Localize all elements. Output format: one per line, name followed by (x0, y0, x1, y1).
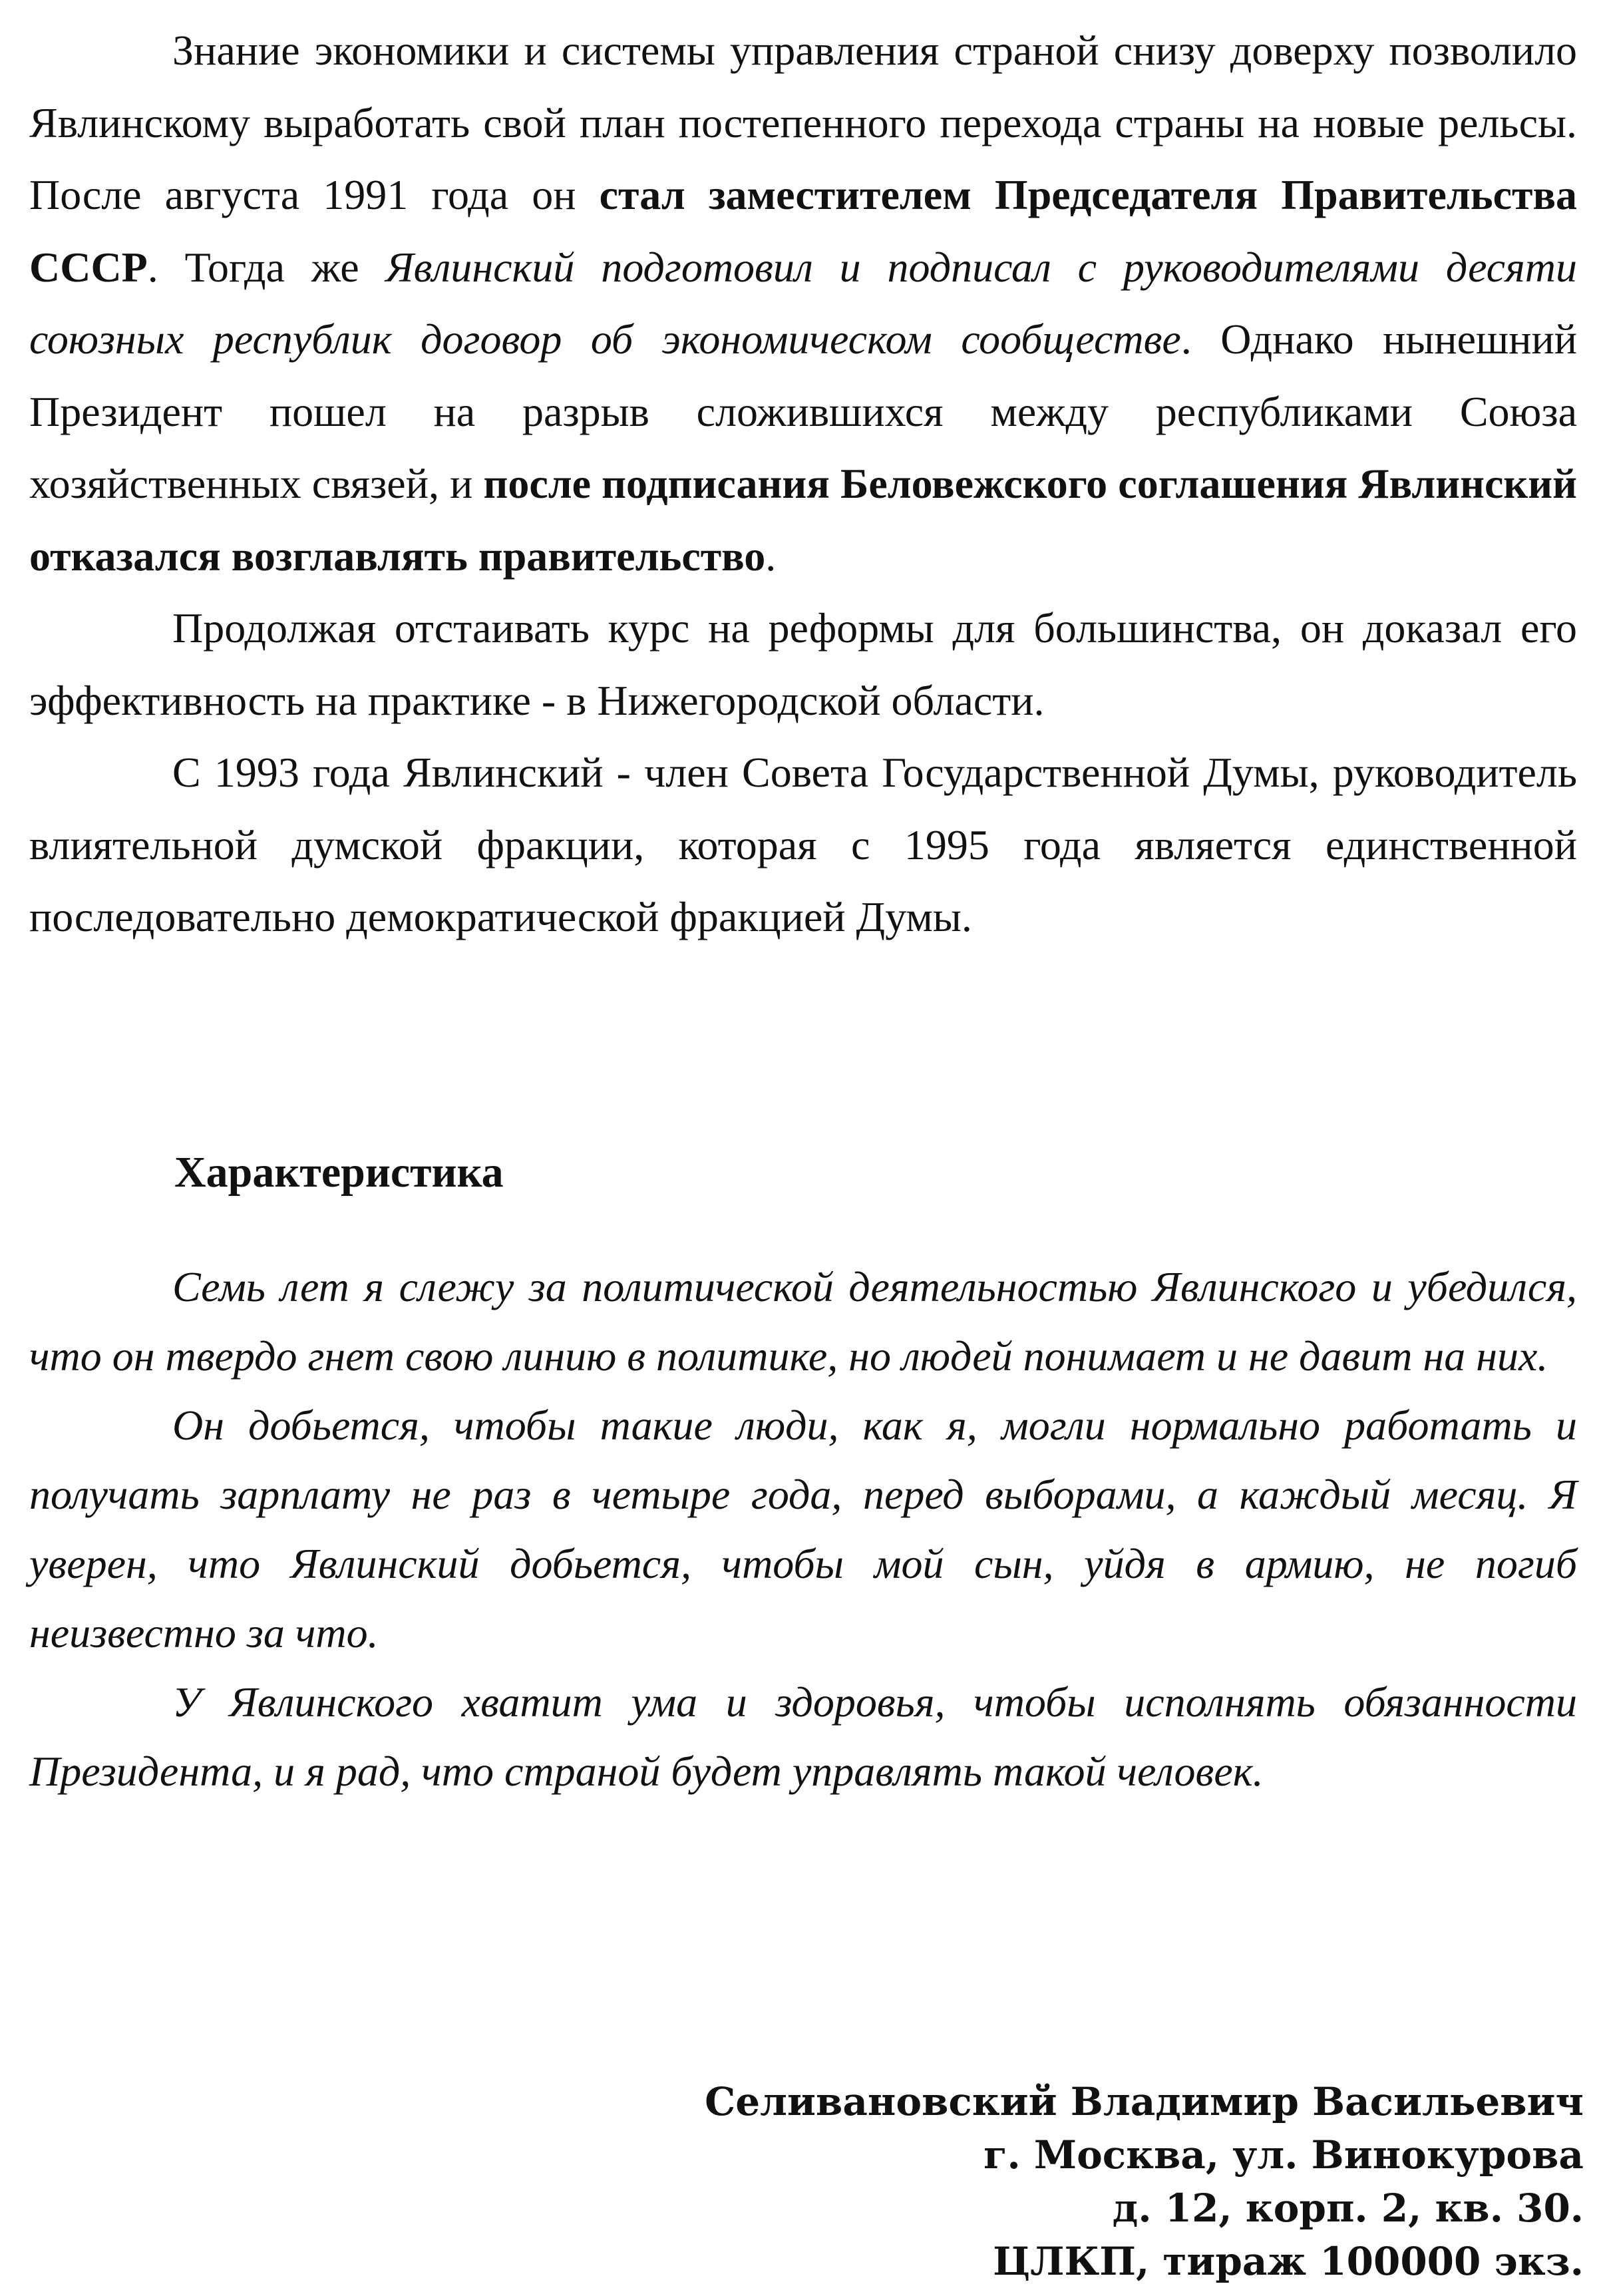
testimonial-paragraph-2: Он добьется, чтобы такие люди, как я, могли нормально работать и получать зарплату не раз в четыре года, перед выборами, а каждый месяц. Я уверен, что Явлинский добьется, чтобы мой сын, уйдя в армию, не погиб неизвестно за что. (29, 1402, 1577, 1656)
author-city-street: г. Москва, ул. Винокурова (983, 2132, 1584, 2178)
author-name: Селивановский Владимир Васильевич (705, 2079, 1584, 2124)
testimonial-paragraph-1: Семь лет я слежу за политической деятельностью Явлинского и убедился, что он твердо гнет свою линию в политике, но людей понимает и не давит на них. (29, 1263, 1577, 1380)
testimonial-section (29, 1252, 1577, 1806)
text-run: . Тогда же (147, 243, 386, 291)
biography-section (29, 15, 1577, 954)
testimonial-paragraph-3: У Явлинского хватит ума и здоровья, чтобы исполнять обязанности Президента, и я рад, что страной будет управлять такой человек. (29, 1678, 1577, 1795)
biography-paragraph-1 (29, 15, 1577, 592)
signature-block (705, 2075, 1584, 2288)
author-address: д. 12, корп. 2, кв. 30. (1112, 2186, 1584, 2231)
emphasis-bold: стал заместителем Председателя Правительства СССР (29, 171, 1578, 291)
emphasis-italic: Явлинский подготовил и подписал с руководителями десяти союзных республик договор об экономическом сообществе (29, 243, 1577, 363)
biography-paragraph-2: Продолжая отстаивать курс на реформы для большинства, он доказал его эффективность на практике - в Нижегородской области. (29, 604, 1577, 724)
biography-paragraph-3: С 1993 года Явлинский - член Совета Государственной Думы, руководитель влиятельной думской фракции, которая с 1995 года является единственной последовательно демократической фракцией Думы. (29, 749, 1577, 940)
section-heading: Характеристика (174, 1148, 504, 1197)
emphasis-bold: после подписания Беловежского соглашения Явлинский отказался возглавлять правительство (29, 460, 1578, 580)
text-run: Знание экономики и системы управления страной снизу доверху позволило Явлинскому выработать свой план постепенного перехода страны на новые рельсы. После августа 1991 года он (29, 27, 1577, 218)
text-run: . Однако нынешний Президент пошел на разрыв сложившихся между республиками Союза хозяйственных связей, и (29, 315, 1577, 507)
text-run: . (765, 532, 777, 580)
print-info: ЦЛКП, тираж 100000 экз. (993, 2239, 1584, 2284)
